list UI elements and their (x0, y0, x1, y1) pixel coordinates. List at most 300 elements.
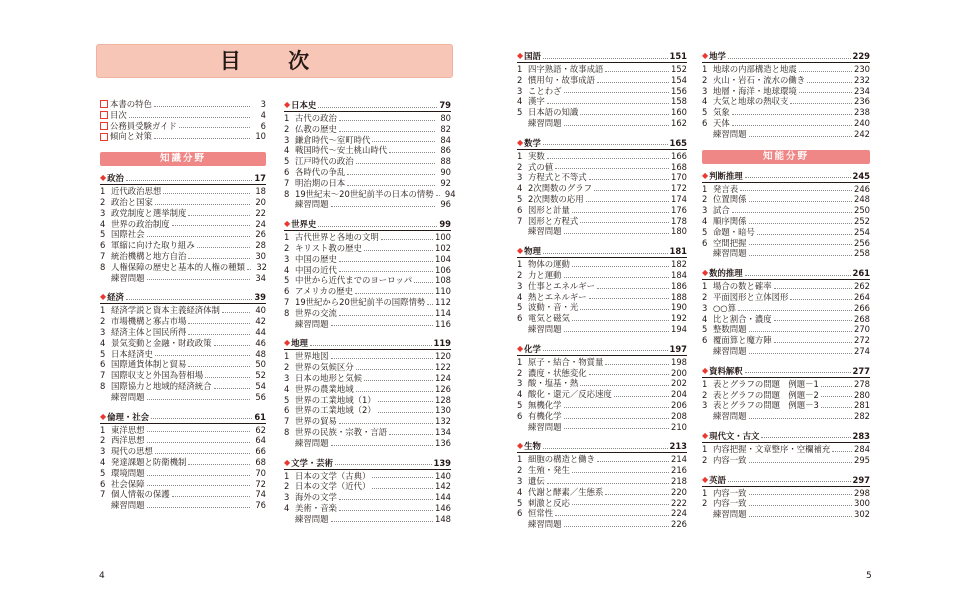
toc-entry[interactable] (702, 129, 870, 140)
toc-entry[interactable] (284, 232, 451, 243)
entry-page: 148 (435, 513, 451, 524)
toc-entry[interactable] (284, 308, 451, 319)
toc-entry[interactable] (517, 205, 687, 216)
entry-page: 26 (255, 229, 266, 240)
entry-number: 1 (702, 378, 708, 389)
section-heading[interactable] (517, 50, 687, 63)
entry-label: 熱とエネルギー (528, 291, 587, 302)
toc-entry[interactable] (284, 178, 451, 189)
toc-entry[interactable] (517, 86, 687, 97)
toc-entry[interactable] (517, 172, 687, 183)
intro-item[interactable] (100, 110, 266, 121)
toc-entry[interactable] (517, 75, 687, 86)
entry-page: 170 (671, 172, 687, 183)
toc-entry[interactable] (517, 194, 687, 205)
leader-dots (580, 385, 669, 386)
entry-page: 100 (435, 232, 451, 243)
entry-page: 208 (671, 410, 687, 421)
entry-label: 内容一致 (713, 487, 747, 498)
leader-dots (364, 250, 433, 251)
entry-page: 284 (854, 443, 870, 454)
leader-dots (331, 206, 436, 207)
entry-number: 3 (517, 378, 523, 389)
toc-entry[interactable] (702, 346, 870, 357)
entry-label: 電気と磁気 (528, 313, 570, 324)
toc-entry[interactable] (702, 488, 870, 499)
toc-entry[interactable] (284, 416, 451, 427)
section-page: 229 (852, 51, 870, 61)
toc-entry[interactable] (517, 216, 687, 227)
diamond-icon: ◆ (702, 474, 709, 484)
leader-dots (732, 114, 852, 115)
toc-entry[interactable] (517, 508, 687, 519)
toc-entry[interactable] (284, 135, 451, 146)
toc-entry[interactable] (284, 243, 451, 254)
section-heading[interactable] (702, 50, 870, 63)
toc-entry[interactable] (702, 379, 870, 390)
toc-entry[interactable] (100, 381, 266, 392)
entry-label: 方程式と不等式 (528, 172, 587, 183)
toc-entry[interactable] (517, 454, 687, 465)
section-handa (702, 170, 870, 260)
toc-entry[interactable] (702, 400, 870, 411)
entry-label: 19世紀末～20世紀前半の日本の情勢 (295, 188, 434, 199)
entry-label: 図形と方程式 (528, 215, 579, 226)
entry-label: 場合の数と確率 (713, 281, 772, 292)
entry-number: 3 (517, 280, 523, 291)
toc-entry[interactable] (517, 96, 687, 107)
leader-dots (564, 418, 670, 419)
toc-entry[interactable] (702, 390, 870, 401)
toc-entry[interactable] (100, 446, 266, 457)
toc-entry[interactable] (100, 197, 266, 208)
entry-page: 210 (671, 421, 687, 432)
toc-entry[interactable] (284, 124, 451, 135)
entry-page: 20 (255, 196, 266, 207)
leader-dots (749, 516, 853, 517)
section-heading[interactable] (517, 440, 687, 453)
toc-entry[interactable] (100, 240, 266, 251)
toc-entry[interactable] (284, 265, 451, 276)
toc-entry[interactable] (702, 411, 870, 422)
entry-number: 4 (284, 502, 290, 513)
leader-dots (188, 464, 250, 465)
toc-entry[interactable] (100, 316, 266, 327)
leader-dots (543, 144, 668, 145)
entry-label: ことわざ (528, 85, 562, 96)
entry-label: 実数 (528, 150, 545, 161)
toc-entry[interactable] (284, 156, 451, 167)
entry-page: 200 (671, 367, 687, 378)
toc-entry[interactable] (517, 281, 687, 292)
entry-page: 230 (854, 64, 870, 74)
entry-label: 国際通貨体制と貿易 (111, 359, 187, 370)
entry-number: 6 (100, 478, 106, 489)
entry-number: 6 (517, 410, 523, 421)
entry-label: 世界の貿易 (295, 416, 337, 427)
section-heading[interactable] (702, 267, 870, 280)
leader-dots (126, 299, 252, 300)
entry-number: 1 (702, 64, 708, 74)
toc-entry[interactable] (284, 188, 456, 200)
toc-entry[interactable] (702, 118, 870, 129)
section-title: 世界史 (291, 219, 317, 230)
entry-page: 281 (854, 400, 870, 411)
toc-entry[interactable] (284, 492, 451, 503)
entry-label: 練習問題 (295, 513, 329, 524)
toc-entry[interactable] (100, 229, 266, 240)
toc-entry[interactable] (284, 167, 451, 178)
section-title: 生物 (524, 441, 541, 452)
entry-page: 112 (435, 296, 451, 307)
leader-dots (543, 350, 668, 351)
entry-label: 政治と国家 (111, 196, 153, 207)
leader-dots (339, 499, 433, 500)
entry-number: 6 (702, 117, 708, 128)
leader-dots (572, 266, 669, 267)
toc-entry[interactable] (517, 389, 687, 400)
section-page: 245 (852, 170, 870, 181)
entry-page: 206 (671, 399, 687, 410)
entry-number: 1 (100, 424, 106, 435)
entry-number: 2 (702, 194, 708, 205)
entry-page: 198 (671, 356, 687, 367)
entry-label: アメリカの歴史 (295, 286, 354, 297)
section-title: 地学 (709, 51, 726, 61)
toc-entry[interactable] (284, 438, 451, 449)
leader-dots (188, 215, 250, 216)
toc-entry[interactable] (517, 162, 687, 173)
section-heading[interactable] (702, 365, 870, 378)
entry-number: 6 (100, 359, 106, 370)
toc-entry[interactable] (100, 186, 266, 197)
entry-page: 64 (255, 435, 266, 446)
entry-label: 有機化学 (528, 410, 562, 421)
toc-entry[interactable] (284, 481, 451, 492)
leader-dots (427, 304, 433, 305)
leader-dots (339, 131, 435, 132)
entry-label: 個人情報の保護 (111, 489, 170, 500)
toc-entry[interactable] (702, 292, 870, 303)
toc-entry[interactable] (100, 338, 266, 349)
toc-entry[interactable] (284, 297, 451, 308)
section-heading[interactable] (517, 245, 687, 258)
title-banner (96, 44, 453, 78)
toc-entry[interactable] (100, 435, 266, 446)
section-heading[interactable] (100, 411, 266, 424)
entry-label: 練習問題 (713, 128, 747, 139)
entry-page: 124 (435, 372, 451, 383)
entry-label: 日本語の知識 (528, 107, 579, 118)
entry-number: 7 (100, 250, 106, 261)
toc-entry[interactable] (284, 384, 451, 395)
entry-page: 158 (671, 96, 687, 107)
toc-entry[interactable] (100, 305, 266, 316)
toc-entry[interactable] (284, 373, 451, 384)
entry-page: 48 (255, 348, 266, 359)
entry-label: 2次関数の応用 (528, 193, 584, 204)
toc-entry[interactable] (284, 113, 451, 124)
entry-page: 202 (671, 378, 687, 389)
entry-label: 図形と計量 (528, 204, 570, 215)
section-heading[interactable] (517, 137, 687, 150)
leader-dots (347, 185, 435, 186)
toc-entry[interactable] (284, 471, 451, 482)
entry-page: 84 (440, 134, 451, 145)
intro-page: 10 (255, 131, 266, 142)
toc-entry[interactable] (702, 238, 870, 249)
toc-entry[interactable] (100, 262, 266, 273)
toc-entry[interactable] (100, 457, 266, 468)
toc-entry[interactable] (517, 259, 687, 270)
toc-entry[interactable] (702, 227, 870, 238)
toc-entry[interactable] (517, 498, 687, 509)
toc-entry[interactable] (100, 273, 266, 284)
entry-page: 40 (255, 305, 266, 316)
toc-entry[interactable] (702, 455, 870, 466)
toc-entry[interactable] (517, 487, 687, 498)
entry-label: 仏教の歴史 (295, 123, 337, 134)
entry-label: 練習問題 (295, 318, 329, 329)
section-title: 現代文・古文 (709, 430, 760, 441)
intro-label: 傾向と対策 (110, 131, 152, 142)
entry-page: 108 (435, 275, 451, 286)
entry-label: 表とグラフの問題 例題－2 (713, 389, 819, 400)
section-heading[interactable] (702, 430, 870, 443)
toc-entry[interactable] (517, 519, 687, 530)
entry-page: 152 (671, 64, 687, 74)
entry-page: 76 (255, 500, 266, 511)
toc-entry[interactable] (100, 425, 266, 436)
toc-entry[interactable] (284, 286, 451, 297)
toc-entry[interactable] (517, 465, 687, 476)
toc-entry[interactable] (702, 75, 870, 86)
toc-entry[interactable] (702, 216, 870, 227)
toc-entry[interactable] (284, 503, 451, 514)
leader-dots (605, 494, 669, 495)
leader-dots (564, 331, 670, 332)
toc-entry[interactable] (702, 64, 870, 75)
toc-entry[interactable] (702, 444, 870, 455)
toc-entry[interactable] (100, 392, 266, 403)
toc-entry[interactable] (702, 498, 870, 509)
section-heading[interactable] (284, 457, 451, 470)
entry-label: 日本の地形と気候 (295, 372, 362, 383)
toc-entry[interactable] (517, 302, 687, 313)
leader-dots (331, 521, 434, 522)
toc-entry[interactable] (702, 184, 870, 195)
toc-entry[interactable] (702, 303, 870, 314)
entry-label: キリスト教の歴史 (295, 242, 362, 253)
section-title: 判断推理 (709, 170, 743, 181)
leader-dots (614, 396, 669, 397)
toc-entry[interactable] (284, 351, 451, 362)
entry-label: 西洋思想 (111, 435, 145, 446)
entry-number: 3 (100, 326, 106, 337)
toc-entry[interactable] (702, 96, 870, 107)
toc-entry[interactable] (517, 378, 687, 389)
toc-entry[interactable] (517, 183, 687, 194)
toc-entry[interactable] (702, 107, 870, 118)
section-heading[interactable] (100, 172, 266, 185)
toc-entry[interactable] (100, 370, 266, 381)
toc-entry[interactable] (284, 199, 451, 210)
section-page: 39 (254, 292, 266, 303)
entry-page: 168 (671, 161, 687, 172)
entry-number: 5 (517, 302, 523, 313)
leader-dots (147, 442, 251, 443)
toc-entry[interactable] (702, 509, 870, 520)
entry-number: 7 (517, 215, 523, 226)
toc-entry[interactable] (284, 362, 451, 373)
intro-page: 6 (260, 120, 266, 131)
toc-entry[interactable] (284, 514, 451, 525)
entry-label: 練習問題 (713, 411, 747, 422)
toc-entry[interactable] (100, 479, 266, 490)
entry-number: 2 (100, 435, 106, 446)
toc-entry[interactable] (702, 335, 870, 346)
toc-entry[interactable] (100, 489, 266, 500)
section-title: 政治 (107, 173, 124, 184)
toc-entry[interactable] (284, 405, 451, 416)
entry-page: 160 (671, 107, 687, 118)
leader-dots (543, 253, 668, 254)
toc-entry[interactable] (517, 118, 687, 129)
leader-dots (799, 92, 852, 93)
entry-page: 246 (854, 183, 870, 194)
leader-dots (155, 204, 250, 205)
toc-entry[interactable] (517, 368, 687, 379)
section-heading[interactable] (702, 170, 870, 183)
intro-item[interactable] (100, 99, 266, 110)
section-heading[interactable] (100, 291, 266, 304)
toc-entry[interactable] (284, 427, 451, 438)
intro-item[interactable] (100, 121, 266, 132)
leader-dots (179, 127, 250, 128)
entry-page: 32 (256, 261, 267, 272)
entry-label: 代謝と酵素／生態系 (528, 486, 604, 497)
toc-entry[interactable] (517, 324, 687, 335)
entry-number: 7 (284, 416, 290, 427)
section-heading[interactable] (284, 218, 451, 231)
entry-label: 世界の民族・宗教・言語 (295, 426, 388, 437)
toc-entry[interactable] (702, 205, 870, 216)
entry-number: 1 (517, 356, 523, 367)
leader-dots (547, 103, 669, 104)
entry-number: 1 (702, 183, 708, 194)
toc-entry[interactable] (517, 226, 687, 237)
toc-entry[interactable] (517, 422, 687, 433)
section-title: 文学・芸術 (291, 457, 334, 468)
entry-label: 大気と地球の熱収支 (713, 96, 789, 107)
toc-entry[interactable] (284, 275, 451, 286)
leader-dots (572, 320, 669, 321)
entry-label: 細胞の構造と働き (528, 454, 595, 465)
entry-number: 6 (100, 240, 106, 251)
leader-dots (745, 372, 851, 373)
section-sekaishi (284, 218, 451, 329)
toc-entry[interactable] (100, 500, 266, 511)
leader-dots (318, 226, 437, 227)
toc-entry[interactable] (702, 194, 870, 205)
intro-item[interactable] (100, 131, 266, 142)
section-heading[interactable] (517, 343, 687, 356)
section-title: 英語 (709, 474, 726, 485)
section-heading[interactable] (284, 99, 451, 112)
entry-number: 8 (284, 307, 290, 318)
toc-entry[interactable] (517, 292, 687, 303)
entry-number: 1 (284, 351, 290, 362)
leader-dots (749, 223, 853, 224)
entry-label: 波動・音・光 (528, 302, 579, 313)
toc-entry[interactable] (517, 357, 687, 368)
toc-entry[interactable] (517, 151, 687, 162)
entry-page: 274 (854, 345, 870, 356)
leader-dots (151, 418, 252, 419)
toc-entry[interactable] (517, 270, 687, 281)
toc-entry[interactable] (702, 281, 870, 292)
diamond-icon: ◆ (517, 343, 524, 353)
toc-entry[interactable] (100, 349, 266, 360)
toc-entry[interactable] (100, 468, 266, 479)
toc-entry[interactable] (284, 319, 451, 330)
entry-label: 古代の政治 (295, 113, 337, 123)
entry-label: 世界の工業地域（1） (295, 394, 376, 405)
entry-page: 92 (440, 177, 451, 188)
toc-entry[interactable] (702, 248, 870, 259)
leader-dots (163, 193, 250, 194)
leader-dots (799, 71, 852, 72)
section-heading[interactable] (284, 337, 451, 350)
toc-entry[interactable] (702, 86, 870, 97)
section-page: 17 (254, 173, 266, 184)
toc-entry[interactable] (284, 254, 451, 265)
toc-entry[interactable] (517, 476, 687, 487)
entry-number: 1 (100, 186, 106, 197)
entry-number: 7 (100, 489, 106, 500)
toc-entry[interactable] (517, 313, 687, 324)
toc-entry[interactable] (100, 359, 266, 370)
toc-entry[interactable] (517, 107, 687, 118)
leader-dots (378, 412, 433, 413)
entry-number: 2 (284, 362, 290, 373)
entry-page: 232 (854, 74, 870, 85)
entry-number: 7 (100, 370, 106, 381)
toc-entry[interactable] (702, 324, 870, 335)
entry-label: 世界の気候区分 (295, 362, 354, 373)
toc-entry[interactable] (100, 251, 266, 262)
entry-label: 練習問題 (713, 248, 747, 259)
toc-entry[interactable] (517, 411, 687, 422)
section-heading[interactable] (702, 474, 870, 487)
toc-entry[interactable] (284, 395, 451, 406)
toc-column-3 (517, 50, 687, 538)
toc-entry[interactable] (702, 314, 870, 325)
toc-entry[interactable] (100, 327, 266, 338)
entry-page: 30 (255, 250, 266, 261)
entry-number: 1 (284, 113, 290, 123)
entry-number: 2 (284, 481, 290, 492)
entry-page: 302 (854, 509, 870, 520)
toc-entry[interactable] (100, 219, 266, 230)
entry-page: 66 (255, 446, 266, 457)
toc-entry[interactable] (100, 208, 266, 219)
toc-entry[interactable] (284, 145, 451, 156)
toc-entry[interactable] (517, 400, 687, 411)
diamond-icon: ◆ (100, 173, 107, 183)
toc-entry[interactable] (517, 64, 687, 75)
entry-page: 22 (255, 207, 266, 218)
